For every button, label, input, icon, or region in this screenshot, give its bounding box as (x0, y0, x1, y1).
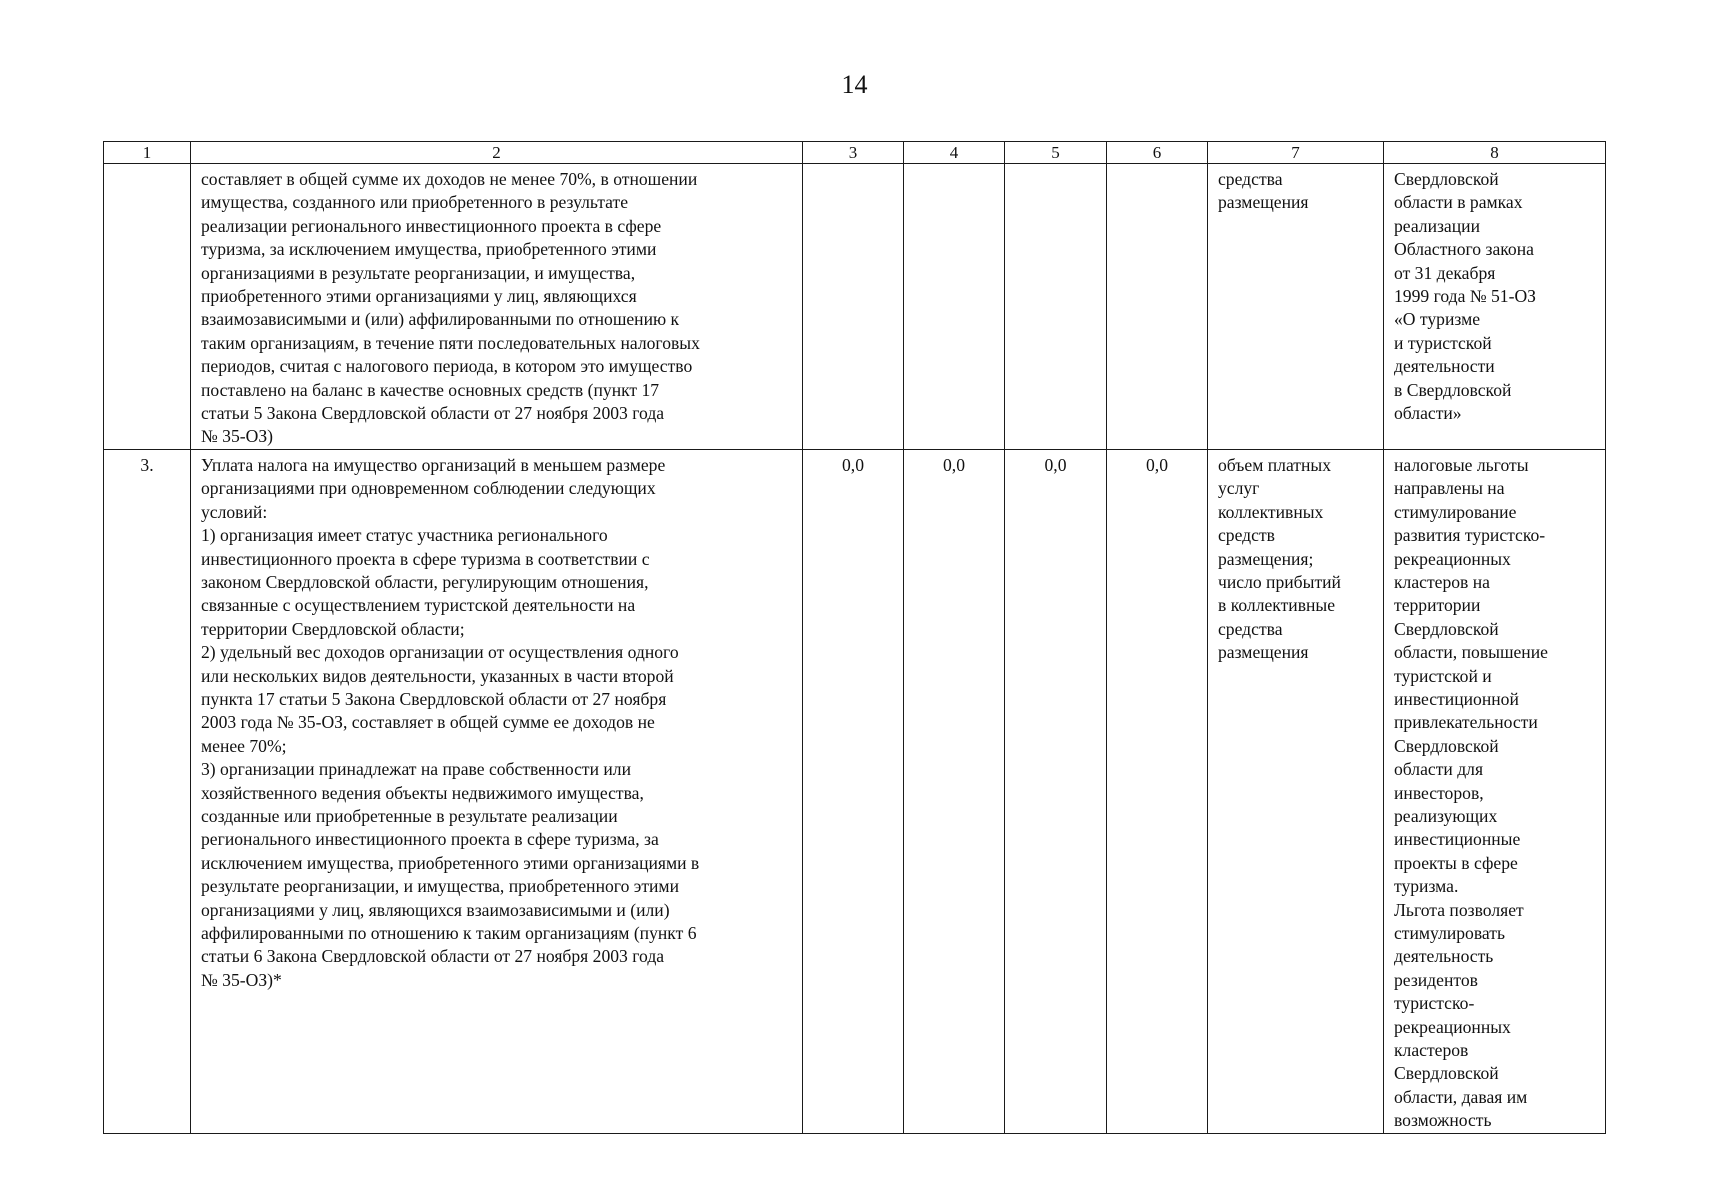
description-cell (191, 164, 803, 450)
purpose-cell (1384, 449, 1606, 1133)
value-cell-col-3 (803, 164, 904, 450)
value-col-3 (803, 164, 903, 168)
header-cell-col-7: 7 (1208, 142, 1384, 164)
purpose-text: Свердловской области в рамках реализации Областного закона от 31 декабря 1999 года № 51-ОЗ «О туризме и туристской деятельности в Свердловской области» (1394, 169, 1536, 424)
header-cell-col-3: 3 (803, 142, 904, 164)
value-cell-col-6 (1107, 164, 1208, 450)
row-number-cell (104, 164, 191, 450)
value-cell-col-4 (904, 449, 1005, 1133)
value-cell-col-5 (1005, 164, 1107, 450)
value-cell-col-6 (1107, 449, 1208, 1133)
indicator-text: объем платных услуг коллективных средств размещения; число прибытий в коллективные средства размещения (1218, 454, 1341, 663)
indicator-cell (1208, 449, 1384, 1133)
page-number: 14 (841, 70, 868, 99)
value-col-4: 0,0 (943, 454, 965, 475)
table-row-3 (104, 449, 1606, 1133)
value-col-6: 0,0 (1146, 454, 1168, 475)
header-row (104, 142, 1606, 164)
header-cell-col-6: 6 (1107, 142, 1208, 164)
value-col-3: 0,0 (842, 454, 864, 475)
row-number-cell (104, 449, 191, 1133)
value-cell-col-4 (904, 164, 1005, 450)
row-description: составляет в общей сумме их доходов не менее 70%, в отношении имущества, созданного или приобретенного в результате реализации регионального инвестиционного проекта в сфере туризма, за исключением имущества, приобретенного этими организациями в результате реорганизации, и имущества, приобретенного этими организациями у лиц, являющихся взаимозависимыми и (или) аффилированными по отношению к таким организациям, в течение пяти последовательных налоговых периодов, считая с налогового периода, в котором это имущество поставлено на баланс в качестве основных средств (пункт 17 статьи 5 Закона Свердловской области от 27 ноября 2003 года № 35-ОЗ) (201, 169, 700, 447)
header-cell-col-8: 8 (1384, 142, 1606, 164)
header-cell-col-2: 2 (191, 142, 803, 164)
value-cell-col-5 (1005, 449, 1107, 1133)
table-row-continuation (104, 164, 1606, 450)
header-cell-col-5: 5 (1005, 142, 1107, 164)
purpose-cell (1384, 164, 1606, 450)
row-description: Уплата налога на имущество организаций в меньшем размере организациями при одновременном соблюдении следующих условий: 1) организация имеет статус участника регионального инвестиционного проекта в сфере туризма в соответствии с законом Свердловской области, регулирующим отношения, связанные с осуществлением туристской деятельности на территории Свердловской области; 2) удельный вес доходов организации от осуществления одного или нескольких видов деятельности, указанных в части второй пункта 17 статьи 5 Закона Свердловской области от 27 ноября 2003 года № 35-ОЗ, составляет в общей сумме ее доходов не менее 70%; 3) организации принадлежат на праве собственности или хозяйственного ведения объекты недвижимого имущества, созданные или приобретенные в результате реализации регионального инвестиционного проекта в сфере туризма, за исключением имущества, приобретенного этими организациями в результате реорганизации, и имущества, приобретенного этими организациями у лиц, являющихся взаимозависимыми и (или) аффилированными по отношению к таким организациям (пункт 6 статьи 6 Закона Свердловской области от 27 ноября 2003 года № 35-ОЗ)* (201, 454, 700, 990)
value-cell-col-3 (803, 449, 904, 1133)
header-cell-col-1: 1 (104, 142, 191, 164)
row-number (104, 164, 190, 168)
indicator-cell (1208, 164, 1384, 450)
value-col-5 (1005, 164, 1106, 168)
indicator-text: средства размещения (1218, 169, 1309, 213)
value-col-4 (904, 164, 1004, 168)
description-cell (191, 449, 803, 1133)
tax-benefits-table (103, 141, 1606, 1134)
row-number: 3. (140, 454, 154, 475)
header-cell-col-4: 4 (904, 142, 1005, 164)
value-col-6 (1107, 164, 1207, 168)
value-col-5: 0,0 (1044, 454, 1067, 475)
purpose-text: налоговые льготы направлены на стимулирование развития туристско- рекреационных кластеров на территории Свердловской области, повышение туристской и инвестиционной привлекательности Свердловской области для инвесторов, реализующих инвестиционные проекты в сфере туризма. Льгота позволяет стимулировать деятельность резидентов туристско- рекреационных кластеров Свердловской области, давая им возможность (1394, 454, 1548, 1131)
